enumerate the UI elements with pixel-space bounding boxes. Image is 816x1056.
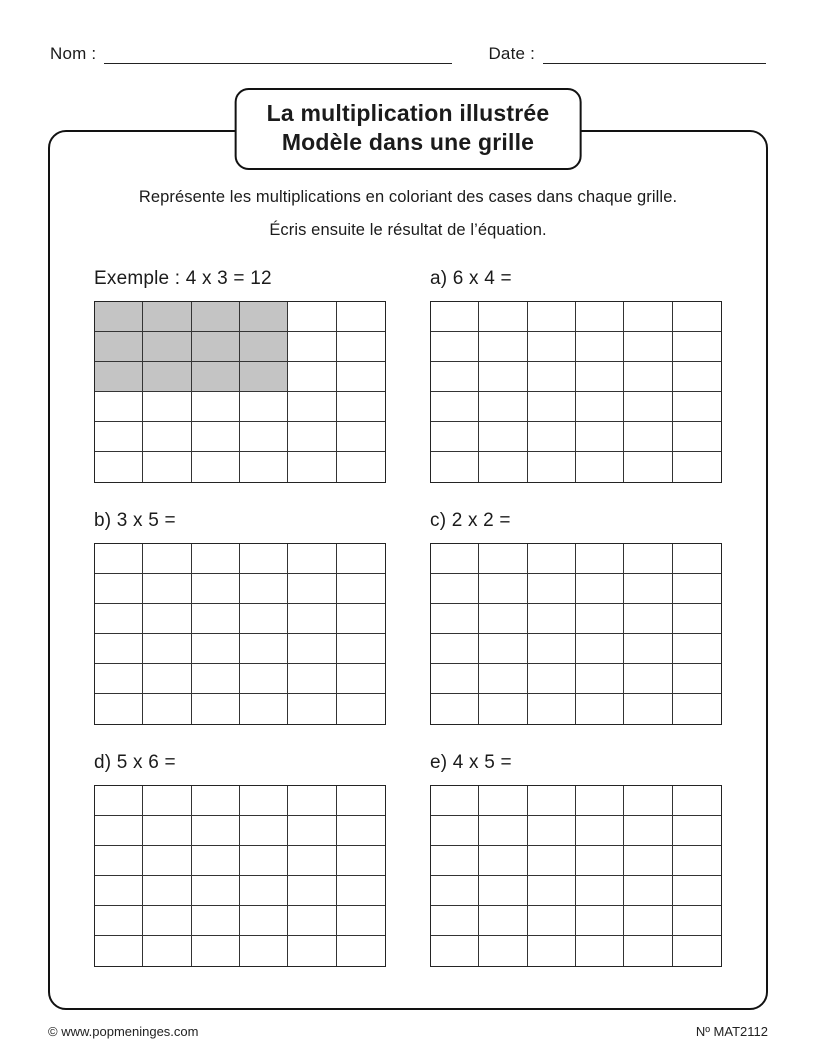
grid-cell	[624, 664, 672, 694]
grid-cell	[479, 544, 527, 574]
name-label: Nom :	[50, 44, 97, 63]
grid-cell	[240, 452, 288, 482]
grid-cell	[624, 332, 672, 362]
grid-cell	[624, 634, 672, 664]
grid-cell	[479, 876, 527, 906]
grid-cell	[240, 604, 288, 634]
grid-cell	[288, 362, 336, 392]
grid-cell	[95, 634, 143, 664]
grid-cell	[431, 422, 479, 452]
grid-cell	[143, 452, 191, 482]
grid-cell	[240, 362, 288, 392]
grid-cell	[479, 846, 527, 876]
grid-cell	[528, 846, 576, 876]
instruction-line1: Représente les multiplications en coloriant des cases dans chaque grille.	[138, 188, 678, 206]
grid-cell	[479, 362, 527, 392]
grid-cell	[624, 786, 672, 816]
grid-cell	[431, 544, 479, 574]
grid-cell	[624, 392, 672, 422]
grid-cell	[479, 392, 527, 422]
grid-cell	[479, 574, 527, 604]
grid-cell	[143, 846, 191, 876]
grid-cell	[288, 846, 336, 876]
grid-cell	[673, 816, 721, 846]
grid-cell	[528, 786, 576, 816]
grid-cell	[95, 332, 143, 362]
grid-cell	[673, 694, 721, 724]
grid-cell	[95, 816, 143, 846]
grid-cell	[192, 452, 240, 482]
name-field	[50, 44, 452, 64]
grid-cell	[431, 332, 479, 362]
grid-cell	[431, 816, 479, 846]
grid-cell	[337, 906, 385, 936]
grid-cell	[431, 846, 479, 876]
grid-cell	[624, 876, 672, 906]
grid-cell	[95, 302, 143, 332]
grid-cell	[576, 422, 624, 452]
grid-cell	[576, 332, 624, 362]
grid-cell	[431, 604, 479, 634]
grid-cell	[673, 302, 721, 332]
grid-cell	[528, 876, 576, 906]
grid-cell	[624, 544, 672, 574]
grid-cell	[528, 574, 576, 604]
grid-cell	[528, 422, 576, 452]
grid-cell	[431, 634, 479, 664]
grid-cell	[576, 846, 624, 876]
grid-cell	[337, 664, 385, 694]
problem-label: a) 6 x 4 =	[430, 268, 512, 289]
grid-cell	[673, 392, 721, 422]
grid-cell	[673, 422, 721, 452]
grid-cell	[528, 604, 576, 634]
grid-cell	[624, 936, 672, 966]
multiplication-grid	[430, 785, 722, 967]
grid-cell	[576, 544, 624, 574]
grid-cell	[337, 876, 385, 906]
grid-cell	[192, 332, 240, 362]
grid-cell	[624, 302, 672, 332]
grid-cell	[528, 906, 576, 936]
problem-block	[430, 510, 722, 725]
grid-cell	[143, 362, 191, 392]
grid-cell	[673, 846, 721, 876]
footer-reference-number: Nº MAT2112	[695, 1024, 768, 1039]
grid-cell	[95, 786, 143, 816]
grid-cell	[576, 604, 624, 634]
grid-cell	[288, 694, 336, 724]
grid-cell	[431, 664, 479, 694]
grid-cell	[337, 574, 385, 604]
problem-label: c) 2 x 2 =	[430, 510, 511, 531]
grid-cell	[240, 544, 288, 574]
grid-cell	[143, 574, 191, 604]
grid-cell	[143, 694, 191, 724]
instruction-line2: Écris ensuite le résultat de l’équation.	[269, 221, 547, 239]
grid-cell	[431, 574, 479, 604]
grid-cell	[337, 392, 385, 422]
grid-cell	[431, 362, 479, 392]
grid-cell	[288, 816, 336, 846]
problem-label: Exemple : 4 x 3 = 12	[94, 268, 272, 289]
grid-cell	[624, 906, 672, 936]
problem-label: e) 4 x 5 =	[430, 752, 512, 773]
grid-cell	[337, 544, 385, 574]
grid-cell	[528, 816, 576, 846]
grid-cell	[288, 786, 336, 816]
problem-block	[94, 752, 386, 967]
grid-cell	[143, 422, 191, 452]
grid-cell	[624, 362, 672, 392]
grid-cell	[143, 302, 191, 332]
grid-cell	[240, 816, 288, 846]
grid-cell	[528, 392, 576, 422]
grid-cell	[288, 332, 336, 362]
problem-block	[430, 752, 722, 967]
grid-cell	[95, 694, 143, 724]
grid-cell	[95, 664, 143, 694]
grid-cell	[240, 846, 288, 876]
grid-cell	[192, 392, 240, 422]
grid-cell	[337, 302, 385, 332]
grid-cell	[576, 452, 624, 482]
worksheet-title-line1: La multiplication illustrée	[266, 100, 550, 126]
grid-cell	[337, 332, 385, 362]
grid-cell	[479, 422, 527, 452]
grid-cell	[288, 422, 336, 452]
grid-cell	[673, 876, 721, 906]
grid-cell	[673, 634, 721, 664]
grid-cell	[143, 634, 191, 664]
grid-cell	[95, 846, 143, 876]
grid-cell	[528, 544, 576, 574]
grid-cell	[192, 302, 240, 332]
grid-cell	[576, 816, 624, 846]
grid-cell	[576, 634, 624, 664]
multiplication-grid	[94, 785, 386, 967]
grid-cell	[479, 302, 527, 332]
problem-label: d) 5 x 6 =	[94, 752, 176, 773]
name-blank-line	[104, 45, 452, 64]
grid-cell	[240, 634, 288, 664]
grid-cell	[337, 422, 385, 452]
grid-cell	[95, 936, 143, 966]
grid-cell	[95, 876, 143, 906]
grid-cell	[240, 876, 288, 906]
instructions	[94, 188, 722, 240]
grid-cell	[528, 694, 576, 724]
grid-cell	[624, 846, 672, 876]
grid-cell	[240, 936, 288, 966]
grid-cell	[528, 302, 576, 332]
grid-cell	[576, 786, 624, 816]
grid-cell	[528, 634, 576, 664]
grid-cell	[479, 906, 527, 936]
grid-cell	[192, 574, 240, 604]
grid-cell	[479, 332, 527, 362]
problem-block	[430, 268, 722, 483]
grid-cell	[192, 664, 240, 694]
problem-label: b) 3 x 5 =	[94, 510, 176, 531]
grid-cell	[240, 906, 288, 936]
grid-cell	[337, 846, 385, 876]
grid-cell	[288, 452, 336, 482]
grid-cell	[240, 664, 288, 694]
grid-cell	[576, 362, 624, 392]
grid-cell	[288, 664, 336, 694]
grid-cell	[288, 936, 336, 966]
grid-cell	[479, 694, 527, 724]
grid-cell	[240, 574, 288, 604]
footer-row	[48, 1024, 768, 1039]
grid-cell	[240, 694, 288, 724]
problem-block	[94, 510, 386, 725]
grid-cell	[479, 604, 527, 634]
grid-cell	[95, 574, 143, 604]
worksheet-title-box	[235, 88, 582, 170]
grid-cell	[192, 694, 240, 724]
grid-cell	[337, 694, 385, 724]
grid-cell	[192, 544, 240, 574]
grid-cell	[143, 936, 191, 966]
grid-cell	[288, 604, 336, 634]
problems-container	[94, 268, 722, 967]
grid-cell	[143, 816, 191, 846]
grid-cell	[143, 544, 191, 574]
grid-cell	[337, 362, 385, 392]
grid-cell	[95, 362, 143, 392]
grid-cell	[288, 574, 336, 604]
grid-cell	[192, 604, 240, 634]
grid-cell	[673, 332, 721, 362]
grid-cell	[288, 634, 336, 664]
grid-cell	[240, 332, 288, 362]
grid-cell	[337, 604, 385, 634]
grid-cell	[624, 574, 672, 604]
grid-cell	[431, 936, 479, 966]
worksheet-frame	[48, 130, 768, 1010]
grid-cell	[192, 362, 240, 392]
header-row	[50, 44, 766, 64]
problem-block	[94, 268, 386, 483]
date-blank-line	[543, 45, 766, 64]
grid-cell	[192, 876, 240, 906]
grid-cell	[431, 876, 479, 906]
grid-cell	[576, 694, 624, 724]
worksheet-title-line2: Modèle dans une grille	[281, 129, 535, 155]
grid-cell	[576, 906, 624, 936]
grid-cell	[576, 936, 624, 966]
grid-cell	[624, 816, 672, 846]
grid-cell	[337, 816, 385, 846]
grid-cell	[337, 786, 385, 816]
grid-cell	[528, 362, 576, 392]
grid-cell	[240, 302, 288, 332]
grid-cell	[479, 664, 527, 694]
grid-cell	[288, 392, 336, 422]
grid-cell	[673, 452, 721, 482]
grid-cell	[337, 634, 385, 664]
grid-cell	[673, 936, 721, 966]
grid-cell	[576, 876, 624, 906]
grid-cell	[288, 302, 336, 332]
grid-cell	[143, 604, 191, 634]
grid-cell	[431, 452, 479, 482]
grid-cell	[576, 664, 624, 694]
grid-cell	[624, 604, 672, 634]
grid-cell	[240, 786, 288, 816]
grid-cell	[673, 604, 721, 634]
grid-cell	[288, 906, 336, 936]
grid-cell	[143, 664, 191, 694]
grid-cell	[576, 302, 624, 332]
grid-cell	[95, 604, 143, 634]
grid-cell	[673, 574, 721, 604]
grid-cell	[143, 876, 191, 906]
grid-cell	[528, 664, 576, 694]
grid-cell	[528, 332, 576, 362]
grid-cell	[95, 422, 143, 452]
grid-cell	[576, 392, 624, 422]
grid-cell	[95, 544, 143, 574]
grid-cell	[624, 694, 672, 724]
grid-cell	[192, 906, 240, 936]
grid-cell	[288, 876, 336, 906]
footer-copyright: © www.popmeninges.com	[48, 1024, 199, 1039]
grid-cell	[95, 452, 143, 482]
grid-cell	[143, 332, 191, 362]
date-field	[488, 44, 766, 64]
grid-cell	[192, 634, 240, 664]
grid-cell	[479, 936, 527, 966]
grid-cell	[337, 936, 385, 966]
grid-cell	[192, 422, 240, 452]
grid-cell	[624, 422, 672, 452]
date-label: Date :	[488, 44, 536, 63]
grid-cell	[673, 544, 721, 574]
grid-cell	[192, 936, 240, 966]
grid-cell	[431, 302, 479, 332]
grid-cell	[479, 452, 527, 482]
grid-cell	[240, 392, 288, 422]
grid-cell	[143, 906, 191, 936]
multiplication-grid	[430, 301, 722, 483]
grid-cell	[673, 664, 721, 694]
grid-cell	[192, 816, 240, 846]
grid-cell	[143, 786, 191, 816]
grid-cell	[431, 392, 479, 422]
grid-cell	[431, 694, 479, 724]
grid-cell	[624, 452, 672, 482]
grid-cell	[673, 786, 721, 816]
grid-cell	[431, 786, 479, 816]
multiplication-grid	[94, 543, 386, 725]
grid-cell	[288, 544, 336, 574]
grid-cell	[95, 392, 143, 422]
grid-cell	[95, 906, 143, 936]
multiplication-grid	[94, 301, 386, 483]
grid-cell	[192, 846, 240, 876]
grid-cell	[143, 392, 191, 422]
grid-cell	[192, 786, 240, 816]
grid-cell	[673, 906, 721, 936]
grid-cell	[479, 816, 527, 846]
grid-cell	[431, 906, 479, 936]
grid-cell	[528, 936, 576, 966]
multiplication-grid	[430, 543, 722, 725]
grid-cell	[337, 452, 385, 482]
grid-cell	[479, 786, 527, 816]
grid-cell	[240, 422, 288, 452]
grid-cell	[528, 452, 576, 482]
grid-cell	[673, 362, 721, 392]
grid-cell	[479, 634, 527, 664]
grid-cell	[576, 574, 624, 604]
